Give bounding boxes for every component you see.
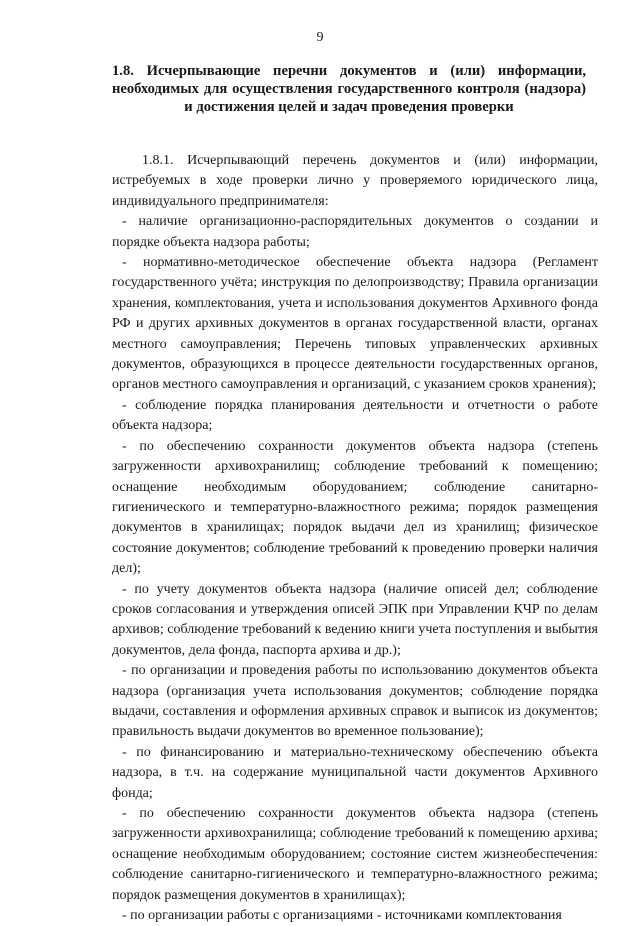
list-item: - нормативно-методическое обеспечение объекта надзора (Регламент государственного учёта; инструкция по делопроизводству; Правила организации хранения, комплектования, учета и использования документов Архивного фонда РФ и других архивных документов в органах государственной власти, органах местного самоуправления; Перечень типовых управленческих архивных документов, образующихся в процессе деятельности государственных органов, органов местного самоуправления и организаций, с указанием сроков хранения); [112, 255, 598, 393]
list-item: - по обеспечению сохранности документов объекта надзора (степень загруженности архивохранилища; соблюдение требований к помещению архива; оснащение необходимым оборудованием; состояние систем жизнеобеспечения: соблюдение санитарно-гигиенического и температурно-влажностного режима; порядок размещения документов в хранилищах); [112, 806, 598, 903]
intro-paragraph: 1.8.1. Исчерпывающий перечень документов и (или) информации, истребуемых в ходе проверки лично у проверяемого юридического лица, индивидуального предпринимателя: [112, 153, 598, 209]
list-item: - по организации и проведения работы по использованию документов объекта надзора (организация учета использования документов; соблюдение порядка выдачи, составления и оформления архивных справок и выписок из документов; правильность выдачи документов во временное пользование); [112, 663, 598, 740]
list-item: - по учету документов объекта надзора (наличие описей дел; соблюдение сроков согласования и утверждения описей ЭПК при Управлении КЧР по делам архивов; соблюдение требований к ведению книги учета поступления и выбытия документов, дела фонда, паспорта архива и др.); [112, 581, 598, 658]
page-number: 9 [316, 30, 324, 45]
document-body [112, 151, 598, 926]
section-heading: 1.8. Исчерпывающие перечни документов и (или) информации, необходимых для осуществления государственного контроля (надзора) и достижения целей и задач проведения проверки [112, 63, 586, 115]
list-item: - по обеспечению сохранности документов объекта надзора (степень загруженности архивохранилищ; соблюдение требований к помещению; оснащение необходимым оборудованием; соблюдение санитарно-гигиенического и температурно-влажностного режима; порядок размещения документов в хранилищах; порядок выдачи дел из хранилищ; физическое состояние документов; соблюдение требований к проведению проверки наличия дел); [112, 438, 598, 577]
list-item: - наличие организационно-распорядительных документов о создании и порядке объекта надзора работы; [112, 214, 598, 250]
list-item: - по финансированию и материально-техническому обеспечению объекта надзора, в т.ч. на содержание муниципальной части документов Архивного фонда; [112, 744, 598, 801]
list-item: - по организации работы с организациями - источниками комплектования [122, 908, 562, 924]
list-item: - соблюдение порядка планирования деятельности и отчетности о работе объекта надзора; [112, 397, 598, 434]
